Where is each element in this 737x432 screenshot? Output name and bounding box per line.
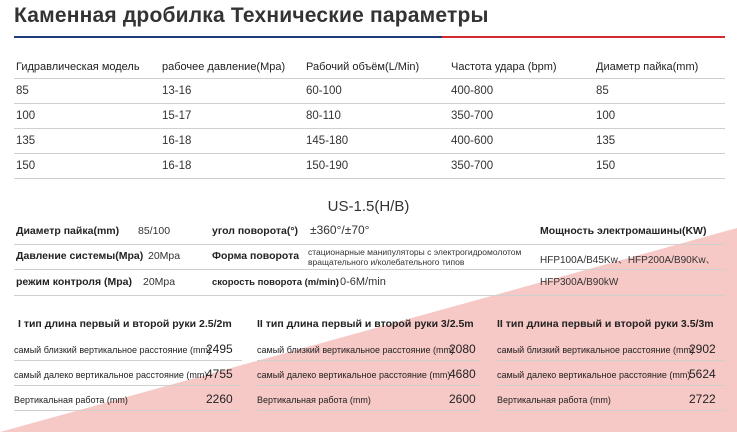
rotation-speed-value: 0-6M/min	[340, 276, 386, 288]
arm-type-2-row	[257, 338, 481, 361]
arm-row-value: 2902	[689, 342, 716, 356]
arm-type-1-row	[14, 338, 242, 361]
param-row-diameter	[14, 220, 725, 245]
arm-type-2-title: II тип длина первый и второй руки 3/2.5m	[257, 318, 474, 330]
rotation-form-label: Форма поворота	[212, 250, 300, 262]
cell-model: 150	[14, 154, 160, 179]
control-mode-value: 20Mpa	[143, 276, 176, 288]
pipe-diameter-value: 85/100	[138, 225, 171, 237]
arm-row-value: 2722	[689, 392, 716, 406]
arm-type-3-row	[497, 338, 725, 361]
cell-flow: 80-110	[304, 104, 449, 129]
control-mode-label: режим контроля (Mpa)	[16, 276, 132, 288]
arm-type-3-row	[497, 388, 725, 411]
arm-row-value: 4680	[449, 367, 476, 381]
arm-row-label: самый далеко вертикальное расстояние (mm)	[257, 370, 451, 380]
cell-flow: 60-100	[304, 79, 449, 104]
arm-row-label: самый близкий вертикальное расстояние (mm)	[14, 345, 211, 355]
header-impact-rate: Частота удара (bpm)	[449, 56, 594, 79]
arm-row-value: 2495	[206, 342, 233, 356]
header-hydraulic-model: Гидравлическая модель	[14, 56, 160, 79]
cell-pressure: 15-17	[160, 104, 304, 129]
arm-row-label: самый далеко вертикальное расстояние (mm)	[497, 370, 691, 380]
arm-row-label: Вертикальная работа (mm)	[257, 395, 371, 405]
table-row	[14, 154, 725, 179]
cell-flow: 145-180	[304, 129, 449, 154]
arm-type-3-title: II тип длина первый и второй руки 3.5/3m	[497, 318, 714, 330]
cell-pressure: 16-18	[160, 154, 304, 179]
cell-pressure: 13-16	[160, 79, 304, 104]
rotation-form-value-line1: стационарные манипуляторы с электрогидромолотом	[308, 247, 522, 257]
arm-row-value: 2260	[206, 392, 233, 406]
cell-impact: 350-700	[449, 104, 594, 129]
cell-diameter: 85	[594, 79, 725, 104]
arm-row-value: 2080	[449, 342, 476, 356]
cell-impact: 400-600	[449, 129, 594, 154]
pipe-diameter-label: Диаметр пайка(mm)	[16, 225, 120, 237]
arm-row-label: самый далеко вертикальное расстояние (mm)	[14, 370, 208, 380]
cell-diameter: 150	[594, 154, 725, 179]
cell-model: 100	[14, 104, 160, 129]
cell-model: 135	[14, 129, 160, 154]
hydraulic-spec-table	[14, 56, 725, 179]
cell-pressure: 16-18	[160, 129, 304, 154]
rotation-speed-label: скорость поворота (m/min)	[212, 277, 339, 288]
table-row	[14, 104, 725, 129]
title-underline-blue	[14, 36, 442, 38]
cell-impact: 400-800	[449, 79, 594, 104]
cell-impact: 350-700	[449, 154, 594, 179]
param-row-pressure	[14, 245, 725, 270]
cell-flow: 150-190	[304, 154, 449, 179]
arm-type-3-row	[497, 363, 725, 386]
cell-diameter: 100	[594, 104, 725, 129]
table-row	[14, 79, 725, 104]
spec-table-header-row	[14, 56, 725, 79]
rotation-angle-value: ±360°/±70°	[310, 223, 370, 237]
title-underline-red	[442, 36, 725, 38]
rotation-angle-label: угол поворота(°)	[212, 225, 299, 237]
arm-type-1-row	[14, 363, 242, 386]
arm-row-label: самый близкий вертикальное расстояние (mm)	[497, 345, 694, 355]
cell-model: 85	[14, 79, 160, 104]
system-pressure-label: Давление системы(Mpa)	[16, 250, 144, 262]
arm-type-1-row	[14, 388, 242, 411]
arm-type-2-row	[257, 388, 481, 411]
motor-power-value-2: HFP300A/B90kW	[540, 277, 619, 288]
arm-row-value: 4755	[206, 367, 233, 381]
cell-diameter: 135	[594, 129, 725, 154]
arm-row-label: самый близкий вертикальное расстояние (mm)	[257, 345, 454, 355]
rotation-form-value-line2: вращательного и/колебательного типов	[308, 257, 465, 267]
system-pressure-value: 20Mpa	[148, 250, 181, 262]
motor-power-value-1: HFP100A/B45Kw、HFP200A/B90Kw、	[540, 255, 716, 266]
arm-row-value: 2600	[449, 392, 476, 406]
table-row	[14, 129, 725, 154]
arm-row-label: Вертикальная работа (mm)	[14, 395, 128, 405]
model-heading: US-1.5(H/B)	[327, 198, 410, 215]
page-title: Каменная дробилка Технические параметры	[14, 4, 489, 27]
arm-type-2-row	[257, 363, 481, 386]
arm-row-value: 5624	[689, 367, 716, 381]
motor-power-label: Мощность электромашины(KW)	[540, 225, 707, 237]
header-working-pressure: рабочее давление(Mpa)	[160, 56, 304, 79]
header-pipe-diameter: Диаметр пайка(mm)	[594, 56, 725, 79]
param-row-control	[14, 271, 725, 296]
arm-row-label: Вертикальная работа (mm)	[497, 395, 611, 405]
header-flow-rate: Рабочий объём(L/Min)	[304, 56, 449, 79]
arm-type-1-title: I тип длина первый и второй руки 2.5/2m	[18, 318, 232, 330]
